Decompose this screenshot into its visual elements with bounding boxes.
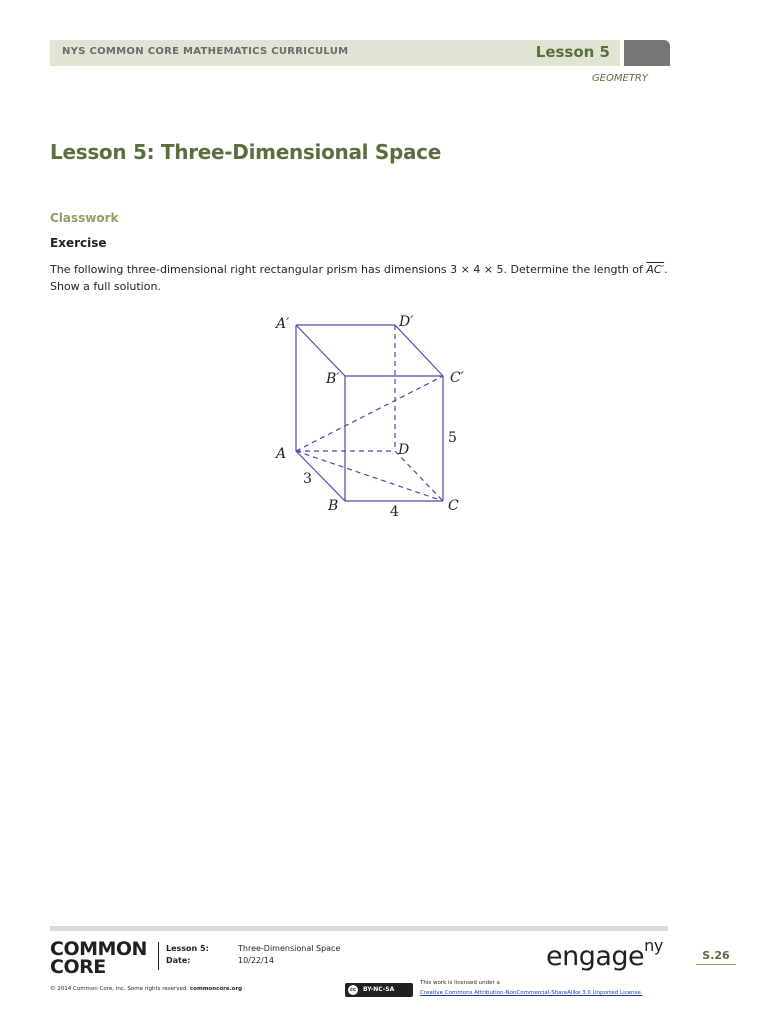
copyright-notice: © 2014 Common Core, Inc. Some rights reserved. [50, 986, 189, 992]
section-heading: Classwork [50, 211, 119, 225]
edge-d-prime-c-prime [395, 325, 443, 376]
engageny-logo [546, 936, 663, 972]
page-title: Lesson 5: Three-Dimensional Space [50, 140, 441, 164]
logo-line-2: CORE [50, 956, 106, 978]
dimension-label-width: 3 [303, 471, 312, 487]
header-lesson-label: Lesson 5 [535, 43, 610, 61]
footer-divider [158, 942, 159, 970]
footer-date-label: Date: [166, 956, 191, 965]
copyright-text [50, 986, 242, 992]
subject-label: GEOMETRY [591, 73, 648, 84]
logo-line-1: COMMON [50, 938, 147, 960]
dimension-label-height: 5 [448, 430, 457, 446]
edge-d-c [395, 451, 443, 501]
curriculum-title: NYS COMMON CORE MATHEMATICS CURRICULUM [62, 46, 349, 57]
vertex-label-a: A [276, 446, 287, 462]
vertex-label-d-prime: D′ [399, 314, 414, 330]
diagonal-a-c-prime [296, 376, 443, 451]
vertex-label-b-prime: B′ [326, 371, 340, 387]
engage-sup: ny [644, 936, 663, 955]
header-bar [50, 40, 620, 66]
edge-a-prime-b-prime [296, 325, 345, 376]
cc-license-badge[interactable] [345, 983, 413, 997]
segment-label: AC′ [646, 263, 665, 276]
vertex-label-d: D [398, 442, 410, 458]
copyright-site: commoncore.org [189, 986, 243, 992]
diagonal-a-c [296, 451, 443, 501]
header-tab [624, 40, 670, 66]
exercise-heading: Exercise [50, 236, 107, 250]
vertex-label-c-prime: C′ [450, 370, 464, 386]
page-number: S.26 [696, 949, 736, 965]
cc-badge-text: BY-NC-SA [363, 986, 395, 993]
footer-lesson-value: Three-Dimensional Space [238, 944, 341, 953]
dimension-label-length: 4 [390, 504, 399, 520]
common-core-logo [50, 940, 147, 976]
vertex-label-c: C [448, 498, 459, 514]
footer-rule [50, 926, 668, 931]
problem-text-before: The following three-dimensional right rectangular prism has dimensions 3 × 4 × 5. Determine the length of [50, 263, 647, 276]
footer-date-value: 10/22/14 [238, 956, 274, 965]
cc-icon: cc [347, 984, 359, 996]
problem-text [50, 261, 670, 295]
prism-figure [266, 306, 486, 526]
license-text: This work is licensed under a [420, 980, 500, 986]
engage-text: engage [546, 941, 645, 972]
license-link[interactable]: Creative Commons Attribution-NonCommercial-ShareAlike 3.0 Unported License. [420, 990, 643, 996]
vertex-label-a-prime: A′ [276, 316, 290, 332]
problem-text-after: . Show a full solution. [50, 263, 668, 293]
footer-lesson-label: Lesson 5: [166, 944, 209, 953]
vertex-label-b: B [328, 498, 339, 514]
